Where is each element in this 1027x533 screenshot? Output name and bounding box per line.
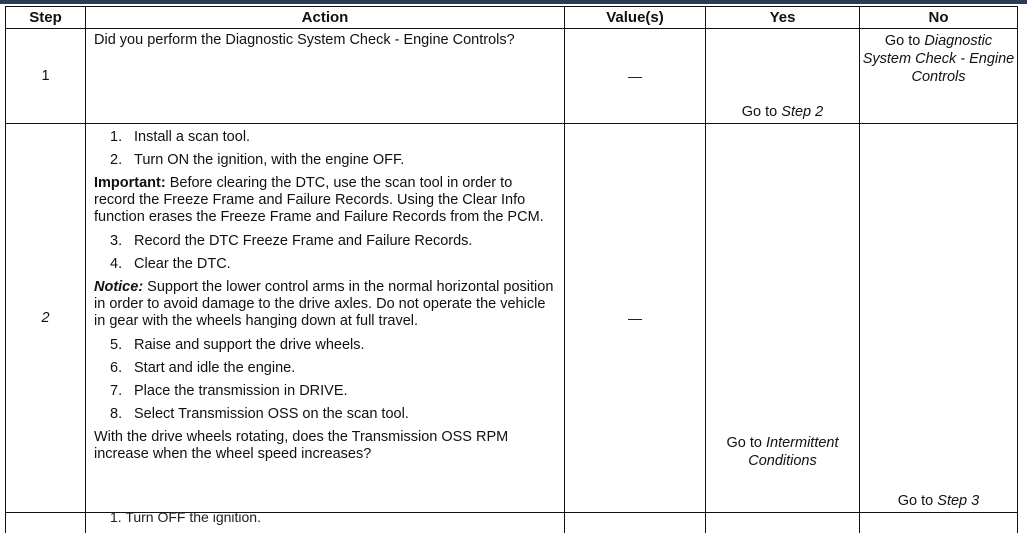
header-step: Step [6,7,86,29]
no-action[interactable]: Go to Step 3 [860,493,1017,509]
header-row [6,7,1018,29]
step-number: 2 [6,124,86,513]
list-item: 3. Record the DTC Freeze Frame and Failure Records. [94,233,556,250]
diagnostic-table [5,6,1018,533]
yes-action[interactable]: Go to Step 2 [706,104,859,120]
no-cell [860,124,1018,513]
value-cell: — [565,29,706,124]
yes-link[interactable]: Intermittent Conditions [748,435,838,469]
list-item: 8. Select Transmission OSS on the scan tool. [94,406,556,423]
table-row-step-2 [6,124,1018,513]
action-cell [86,124,565,513]
list-item: 7. Place the transmission in DRIVE. [94,383,556,400]
no-link[interactable]: Diagnostic System Check - Engine Controls [863,33,1015,85]
list-item: 1. Install a scan tool. [94,129,556,146]
yes-link[interactable]: Step 2 [781,104,823,120]
table-row-step-3-partial [6,513,1018,533]
step-number: 1 [6,29,86,124]
list-item: 6. Start and idle the engine. [94,360,556,377]
yes-cell [706,29,860,124]
action-text: Did you perform the Diagnostic System Check - Engine Controls? [86,29,564,49]
yes-action[interactable]: Go to Intermittent Conditions [706,434,859,470]
header-no: No [860,7,1018,29]
yes-cell [706,124,860,513]
important-note: Important: Before clearing the DTC, use the scan tool in order to record the Freeze Frame and Failure Records. Using the Clear Info function erases the Freeze Frame and Failure Records from the PCM. [94,175,556,226]
question-text: With the drive wheels rotating, does the Transmission OSS RPM increase when the wheel speed increases? [94,429,556,463]
header-values: Value(s) [565,7,706,29]
top-edge-bar [0,0,1027,4]
list-item: 2. Turn ON the ignition, with the engine OFF. [94,152,556,169]
partial-row-text: 1. Turn OFF the ignition. [86,509,564,525]
no-link[interactable]: Step 3 [937,493,979,509]
notice-note: Notice: Support the lower control arms in the normal horizontal position in order to avoid damage to the drive axles. Do not operate the vehicle in gear with the wheels hanging down at full travel. [94,279,556,330]
header-action: Action [86,7,565,29]
header-yes: Yes [706,7,860,29]
no-action[interactable]: Go to Diagnostic System Check - Engine Controls [860,29,1017,86]
no-cell [860,29,1018,124]
list-item: 4. Clear the DTC. [94,256,556,273]
list-item: 5. Raise and support the drive wheels. [94,337,556,354]
table-row-step-1 [6,29,1018,124]
action-cell [86,29,565,124]
value-cell: — [565,124,706,513]
